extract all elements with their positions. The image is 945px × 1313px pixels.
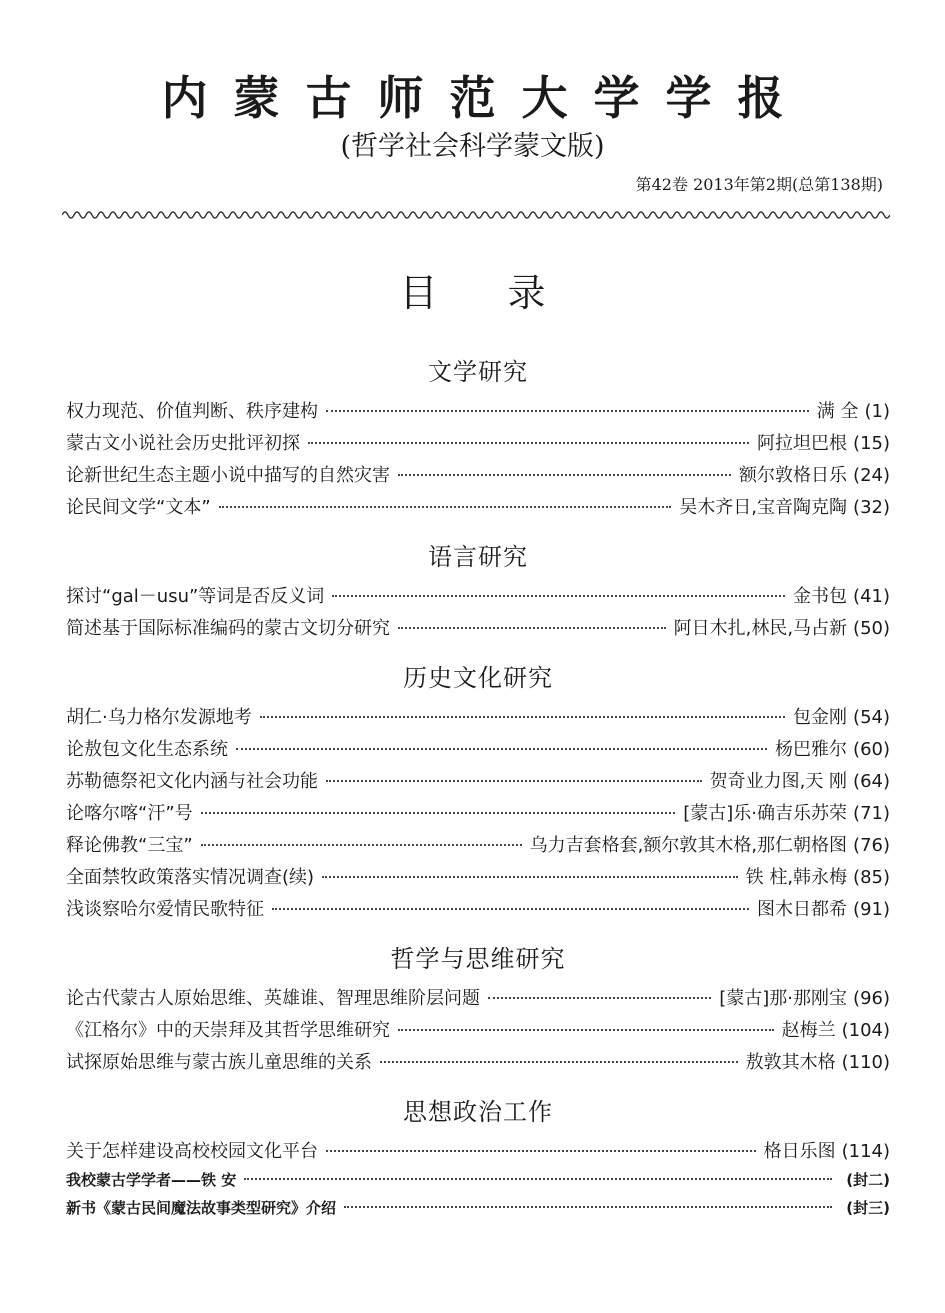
entry-title: 我校蒙古学学者——铁 安 — [66, 1171, 237, 1189]
entry-title: 简述基于国际标准编码的蒙古文切分研究 — [66, 618, 390, 639]
entry-title: 《江格尔》中的天崇拜及其哲学思维研究 — [66, 1020, 390, 1041]
cover-entry[interactable] — [66, 1197, 890, 1225]
entry-page: (104) — [841, 1020, 890, 1041]
dot-leader — [488, 997, 711, 999]
entry-page: (50) — [853, 618, 890, 639]
entry-page: (114) — [841, 1141, 890, 1162]
entry-author: [蒙古]那·那刚宝 — [719, 988, 848, 1009]
toc-entry[interactable] — [66, 461, 890, 493]
section-title: 文学研究 — [428, 358, 528, 386]
dot-leader — [332, 595, 785, 597]
entry-author: 金书包 — [793, 586, 848, 607]
dot-leader — [219, 506, 672, 508]
entry-title: 试探原始思维与蒙古族儿童思维的关系 — [66, 1052, 372, 1073]
dot-leader — [326, 1150, 756, 1152]
entry-author: [蒙古]乐·确吉乐苏荣 — [683, 803, 848, 824]
entry-author: 满 全 — [816, 401, 859, 422]
toc-entry[interactable] — [66, 1048, 890, 1080]
entry-title: 探讨“gal－usu”等词是否反义词 — [66, 586, 325, 607]
toc-entry[interactable] — [66, 1016, 890, 1048]
dot-leader — [344, 1206, 832, 1208]
section-title: 历史文化研究 — [403, 664, 553, 692]
entry-page: (91) — [853, 899, 890, 920]
entry-author: 额尔敦格日乐 — [739, 465, 848, 486]
toc-entry[interactable] — [66, 767, 890, 799]
ornament-divider — [62, 208, 890, 222]
dot-leader — [201, 812, 676, 814]
dot-leader — [398, 474, 731, 476]
entry-author: 铁 柱,韩永梅 — [745, 867, 848, 888]
entry-page: (封三) — [846, 1199, 890, 1217]
entry-author: 吴木齐日,宝音陶克陶 — [679, 497, 848, 518]
toc-entry[interactable] — [66, 863, 890, 895]
dot-leader — [308, 442, 749, 444]
entry-title: 浅谈察哈尔爱情民歌特征 — [66, 899, 264, 920]
entry-page: (32) — [853, 497, 890, 518]
dot-leader — [398, 627, 666, 629]
entry-page: (54) — [853, 707, 890, 728]
entry-title: 论古代蒙古人原始思维、英雄谁、智理思维阶层问题 — [66, 988, 480, 1009]
entry-page: (15) — [853, 433, 890, 454]
toc-entry[interactable] — [66, 429, 890, 461]
toc-entry[interactable] — [66, 735, 890, 767]
entry-title: 蒙古文小说社会历史批评初探 — [66, 433, 300, 454]
entry-title: 胡仁·乌力格尔发源地考 — [66, 707, 252, 728]
entry-title: 论喀尔喀“汗”号 — [66, 803, 193, 824]
entry-author: 赵梅兰 — [781, 1020, 836, 1041]
entry-title: 新书《蒙古民间魔法故事类型研究》介绍 — [66, 1199, 337, 1217]
entry-page: (60) — [853, 739, 890, 760]
entry-page: (1) — [864, 401, 890, 422]
toc-entry[interactable] — [66, 397, 890, 429]
entry-title: 论敖包文化生态系统 — [66, 739, 228, 760]
dot-leader — [236, 748, 767, 750]
toc-entry[interactable] — [66, 703, 890, 735]
entry-page: (封二) — [846, 1171, 890, 1189]
entry-author: 贺奇业力图,天 刚 — [709, 771, 848, 792]
dot-leader — [326, 410, 809, 412]
entry-title: 全面禁牧政策落实情况调查(续) — [66, 867, 315, 888]
entry-page: (96) — [853, 988, 890, 1009]
toc-entry[interactable] — [66, 895, 890, 927]
entry-author: 阿日木扎,林民,马占新 — [673, 618, 848, 639]
dot-leader — [260, 716, 785, 718]
section-title: 思想政治工作 — [403, 1098, 553, 1126]
dot-leader — [380, 1061, 738, 1063]
toc-entry[interactable] — [66, 1137, 890, 1169]
dot-leader — [398, 1029, 774, 1031]
dot-leader — [201, 844, 522, 846]
toc-entry[interactable] — [66, 831, 890, 863]
entry-page: (24) — [853, 465, 890, 486]
entry-page: (41) — [853, 586, 890, 607]
issue-info: 第42卷 2013年第2期(总第138期) — [635, 175, 883, 194]
entry-title: 关于怎样建设高校校园文化平台 — [66, 1141, 318, 1162]
entry-author: 图木日都希 — [757, 899, 848, 920]
entry-author: 阿拉坦巴根 — [757, 433, 848, 454]
entry-author: 乌力吉套格套,额尔敦其木格,那仁朝格图 — [529, 835, 848, 856]
entry-title: 释论佛教“三宝” — [66, 835, 193, 856]
dot-leader — [322, 876, 738, 878]
entry-page: (76) — [853, 835, 890, 856]
entry-title: 苏勒德祭祀文化内涵与社会功能 — [66, 771, 318, 792]
toc-entry[interactable] — [66, 984, 890, 1016]
entry-page: (71) — [853, 803, 890, 824]
entry-page: (64) — [853, 771, 890, 792]
entry-title: 论民间文学“文本” — [66, 497, 211, 518]
cover-entry[interactable] — [66, 1169, 890, 1197]
section-title: 哲学与思维研究 — [390, 945, 566, 973]
journal-title: 内蒙古师范大学学报 — [161, 71, 810, 125]
entry-page: (110) — [841, 1052, 890, 1073]
entry-author: 敖敦其木格 — [745, 1052, 836, 1073]
toc-entry[interactable] — [66, 582, 890, 614]
toc-heading: 目录 — [399, 271, 616, 315]
entry-page: (85) — [853, 867, 890, 888]
toc-entry[interactable] — [66, 493, 890, 525]
toc-entry[interactable] — [66, 614, 890, 646]
entry-title: 论新世纪生态主题小说中描写的自然灾害 — [66, 465, 390, 486]
entry-title: 权力现范、价值判断、秩序建构 — [66, 401, 318, 422]
toc-entry[interactable] — [66, 799, 890, 831]
edition-subtitle: (哲学社会科学蒙文版) — [340, 131, 605, 162]
section-title: 语言研究 — [428, 543, 528, 571]
contents-list — [66, 340, 890, 1225]
entry-author: 包金刚 — [793, 707, 848, 728]
dot-leader — [272, 908, 749, 910]
entry-author: 格日乐图 — [763, 1141, 836, 1162]
dot-leader — [326, 780, 702, 782]
entry-author: 杨巴雅尔 — [775, 739, 848, 760]
dot-leader — [244, 1178, 832, 1180]
